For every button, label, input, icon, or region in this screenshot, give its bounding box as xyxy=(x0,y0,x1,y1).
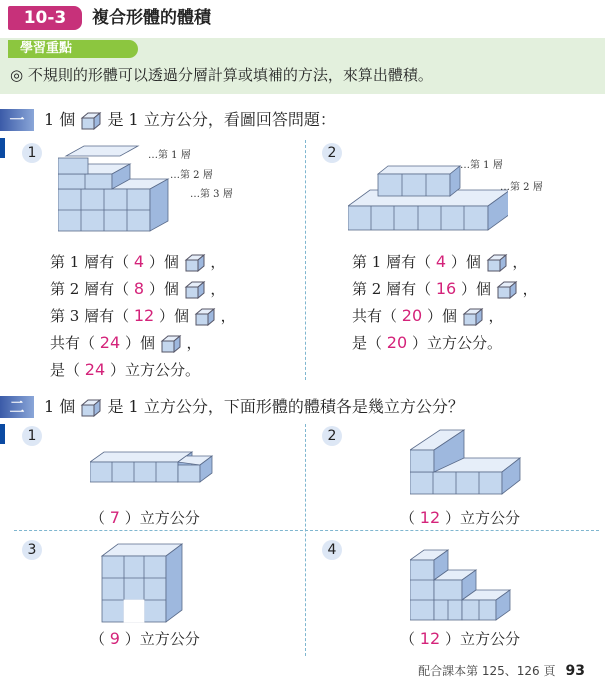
line-end: ， xyxy=(220,307,236,325)
section2-marker: 二 xyxy=(0,396,34,418)
textbook-reference: 配合課本第 125、126 頁 xyxy=(418,664,556,678)
line-prefix: 共有（ xyxy=(50,334,96,352)
flat-cube-figure xyxy=(90,440,220,486)
item-number: 3 xyxy=(22,540,42,560)
volume-answer-line xyxy=(90,507,200,529)
answer-value: 20 xyxy=(386,333,408,352)
answer-value: 4 xyxy=(435,252,447,271)
answer-line xyxy=(50,359,200,381)
question-number: 2 xyxy=(322,143,342,163)
column-cube-figure xyxy=(100,540,190,626)
line-end: ， xyxy=(488,307,504,325)
line-prefix: 第 1 層有（ xyxy=(50,253,130,271)
unit-cube-icon xyxy=(486,254,508,272)
close-unit: ）立方公分 xyxy=(444,630,520,648)
page-number: 93 xyxy=(565,663,585,679)
line-prefix: 第 3 層有（ xyxy=(50,307,130,325)
line-end: ， xyxy=(210,253,226,271)
key-points-text: ◎ 不規則的形體可以透過分層計算或填補的方法，來算出體積。 xyxy=(10,66,433,84)
unit-cube-icon xyxy=(194,308,216,326)
section2-pre: 1 個 xyxy=(44,397,76,416)
layer-label: …第 2 層 xyxy=(500,182,543,193)
item-number: 2 xyxy=(322,426,342,446)
section2-instruction xyxy=(44,396,464,418)
line-prefix: 第 1 層有（ xyxy=(352,253,432,271)
layer-label: …第 3 層 xyxy=(190,189,233,200)
line-suffix: ）立方公分。 xyxy=(411,334,502,352)
answer-value: 24 xyxy=(84,360,106,379)
side-tab-marker xyxy=(0,424,5,444)
answer-value: 24 xyxy=(99,333,121,352)
answer-value: 12 xyxy=(419,508,441,527)
answer-value: 7 xyxy=(109,508,120,527)
unit-cube-icon xyxy=(184,254,206,272)
answer-value: 9 xyxy=(109,629,120,648)
section1-post: 是 1 立方公分，看圖回答問題： xyxy=(107,110,336,129)
section1-instruction xyxy=(44,109,336,131)
close-unit: ）立方公分 xyxy=(124,509,200,527)
line-end: ， xyxy=(522,280,538,298)
lesson-number-badge: 10-3 xyxy=(8,6,82,30)
answer-value: 16 xyxy=(435,279,457,298)
line-suffix: ）個 xyxy=(426,307,457,325)
answer-line xyxy=(50,251,225,273)
line-suffix: ）立方公分。 xyxy=(109,361,200,379)
unit-cube-icon xyxy=(80,112,102,130)
open-paren: （ xyxy=(90,630,106,648)
side-tab-marker xyxy=(0,138,5,158)
answer-line xyxy=(352,332,502,354)
line-end: ， xyxy=(512,253,528,271)
close-unit: ）立方公分 xyxy=(444,509,520,527)
line-suffix: ）個 xyxy=(148,253,179,271)
volume-answer-line xyxy=(90,628,200,650)
close-unit: ）立方公分 xyxy=(124,630,200,648)
line-suffix: ）個 xyxy=(148,280,179,298)
layer-label: …第 1 層 xyxy=(460,160,503,171)
l-shape-cube-figure xyxy=(410,428,540,498)
row-divider xyxy=(14,530,599,531)
unit-cube-icon xyxy=(184,281,206,299)
item-number: 4 xyxy=(322,540,342,560)
line-suffix: ）個 xyxy=(124,334,155,352)
volume-answer-line xyxy=(400,507,520,529)
volume-answer-line xyxy=(400,628,520,650)
line-end: ， xyxy=(186,334,202,352)
unit-cube-icon xyxy=(496,281,518,299)
line-suffix: ）個 xyxy=(461,280,492,298)
unit-cube-icon xyxy=(80,399,102,417)
line-suffix: ）個 xyxy=(450,253,481,271)
answer-line xyxy=(352,305,504,327)
answer-line xyxy=(352,278,538,300)
answer-value: 12 xyxy=(133,306,155,325)
answer-value: 20 xyxy=(401,306,423,325)
answer-line xyxy=(352,251,527,273)
section2-post: 是 1 立方公分，下面形體的體積各是幾立方公分？ xyxy=(107,397,464,416)
answer-value: 4 xyxy=(133,252,145,271)
page-footer xyxy=(418,662,585,679)
answer-line xyxy=(50,305,236,327)
answer-line xyxy=(50,278,225,300)
layer-label: …第 1 層 xyxy=(148,150,191,161)
column-divider xyxy=(305,140,306,380)
line-prefix: 共有（ xyxy=(352,307,398,325)
step-cube-figure xyxy=(410,544,520,624)
line-prefix: 是（ xyxy=(352,334,383,352)
section1-pre: 1 個 xyxy=(44,110,76,129)
open-paren: （ xyxy=(400,509,416,527)
line-suffix: ）個 xyxy=(159,307,190,325)
unit-cube-icon xyxy=(462,308,484,326)
line-prefix: 第 2 層有（ xyxy=(352,280,432,298)
answer-line xyxy=(50,332,202,354)
layer-label: …第 2 層 xyxy=(170,170,213,181)
column-divider xyxy=(305,424,306,656)
open-paren: （ xyxy=(90,509,106,527)
open-paren: （ xyxy=(400,630,416,648)
answer-value: 8 xyxy=(133,279,145,298)
unit-cube-icon xyxy=(160,335,182,353)
lesson-title: 複合形體的體積 xyxy=(92,8,211,28)
line-prefix: 是（ xyxy=(50,361,81,379)
key-points-label: 學習重點 xyxy=(8,40,138,58)
section1-marker: 一 xyxy=(0,109,34,131)
question-number: 1 xyxy=(22,143,42,163)
item-number: 1 xyxy=(22,426,42,446)
answer-value: 12 xyxy=(419,629,441,648)
line-prefix: 第 2 層有（ xyxy=(50,280,130,298)
line-end: ， xyxy=(210,280,226,298)
